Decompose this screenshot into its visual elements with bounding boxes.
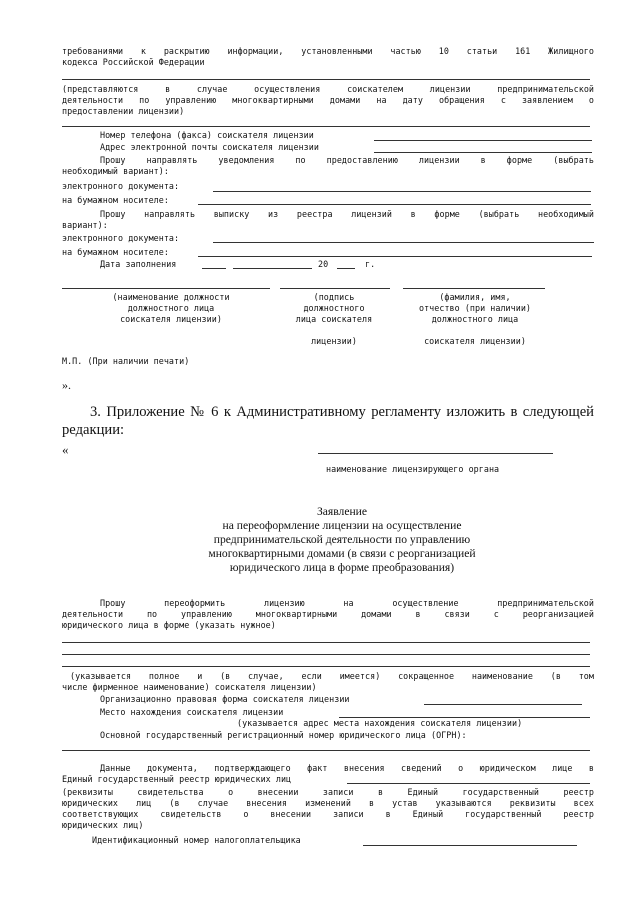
ogrn-label: Основной государственный регистрационный номер юридического лица (ОГРН): [100,730,467,740]
title-line: предпринимательской деятельности по управлению [213,533,471,546]
org-form-field[interactable] [424,704,582,705]
note-line: предоставлении лицензии) [62,106,185,116]
caption-line: должностного [303,303,365,313]
document-note-line: соответствующих свидетельств о внесении записи в Единый государственный реестр [62,809,594,819]
extract-electronic-label: электронного документа: [62,233,180,243]
title-line: на переоформление лицензии на осуществление [222,519,462,532]
location-label: Место нахождения соискателя лицензии [100,707,284,717]
extract-paper-field[interactable] [198,256,592,257]
caption-line [396,325,554,336]
title-line: многоквартирными домами (в связи с реорганизацией [208,547,476,560]
date-month-field[interactable] [233,268,312,269]
notify-paper-field[interactable] [198,204,591,205]
date-label: Дата заполнения [100,259,177,269]
caption-line: (наименование должности [112,292,230,302]
org-form-label: Организационно правовая форма соискателя лицензии [100,694,350,704]
fill-line[interactable] [62,666,590,667]
fill-line [62,79,590,80]
notify-paper-label: на бумажном носителе: [62,195,169,205]
signature-field[interactable] [280,288,390,289]
ogrn-field[interactable] [62,750,590,751]
licensing-body-caption: наименование лицензирующего органа [326,464,500,474]
item3-line: редакции: [62,422,125,438]
notify-request-line: Прошу направлять уведомления по предоставлению лицензии в форме (выбрать [100,155,594,165]
document-line: Единый государственный реестр юридических лиц [62,774,292,784]
inn-label: Идентификационный номер налогоплательщика [92,835,301,845]
caption-line: соискателя лицензии) [424,336,526,346]
note-line: деятельности по управлению многоквартирными домами на дату обращения с заявлением о [62,95,594,105]
fill-line[interactable] [62,654,590,655]
title-line: юридического лица в форме преобразования) [229,561,455,574]
name-note-line: (указывается полное и (в случае, если имеется) сокращенное наименование (в том [70,671,594,681]
name-note-line: числе фирменное наименование) соискателя лицензии) [62,682,317,692]
caption-line: должностного лица [431,314,519,324]
location-note: (указывается адрес места нахождения соискателя лицензии) [237,718,523,728]
document-field[interactable] [347,783,590,784]
title-line: Заявление [316,505,368,518]
caption-line: (фамилия, имя, [439,292,511,302]
item3-line: 3. Приложение № 6 к Административному регламенту изложить в следующей [90,404,594,420]
notify-request-line: необходимый вариант): [62,166,169,176]
request-line: Прошу переоформить лицензию на осуществление предпринимательской [100,598,594,608]
caption-line: (подпись [313,292,355,302]
opening-quote: « [62,442,69,457]
caption-line: лицензии) [311,336,357,346]
extract-paper-label: на бумажном носителе: [62,247,169,257]
caption-line: должностного лица [127,303,215,313]
top-text-line: кодекса Российской Федерации [62,57,205,67]
document-note-line: (реквизиты свидетельства о внесении записи в Единый государственный реестр [62,787,594,797]
fill-line[interactable] [62,642,590,643]
date-day-field[interactable] [202,268,226,269]
extract-request-line: Прошу направлять выписку из реестра лицензий в форме (выбрать необходимый [100,209,594,219]
top-text-line: требованиями к раскрытию информации, установленными частью 10 статьи 161 Жилищного [62,46,594,56]
closing-quote: ». [62,378,71,392]
document-line: Данные документа, подтверждающего факт внесения сведений о юридическом лице в [100,763,594,773]
document-note-line: юридических лиц) [62,820,144,830]
notify-electronic-field[interactable] [213,191,591,192]
inn-field[interactable] [363,845,577,846]
note-line: (представляются в случае осуществления соискателем лицензии предпринимательской [62,84,594,94]
fullname-field[interactable] [403,288,545,289]
fullname-caption [396,292,554,347]
email-field[interactable] [374,152,592,153]
phone-field[interactable] [374,140,592,141]
extract-electronic-field[interactable] [213,242,594,243]
fill-line [62,126,590,127]
caption-line: отчество (при наличии) [418,303,532,313]
notify-electronic-label: электронного документа: [62,181,180,191]
phone-label: Номер телефона (факса) соискателя лицензии [100,130,314,140]
date-year-prefix: 20 [318,259,329,269]
document-note-line: юридических лиц (в случае внесения изменений в устав указываются реквизиты всех [62,798,594,808]
position-field[interactable] [62,288,270,289]
position-caption [62,292,280,325]
email-label: Адрес электронной почты соискателя лицензии [100,142,319,152]
caption-line: лица соискателя [295,314,373,324]
date-year-suffix: г. [365,259,376,269]
signature-caption [270,292,398,347]
extract-request-line: вариант): [62,220,108,230]
stamp-note: М.П. (При наличии печати) [62,356,190,366]
request-line: юридического лица в форме (указать нужное) [62,620,276,630]
caption-line: соискателя лицензии) [120,314,222,324]
date-year-field[interactable] [337,268,355,269]
caption-line [270,325,398,336]
licensing-body-field[interactable] [318,453,553,454]
request-line: деятельности по управлению многоквартирными домами в связи с реорганизацией [62,609,594,619]
